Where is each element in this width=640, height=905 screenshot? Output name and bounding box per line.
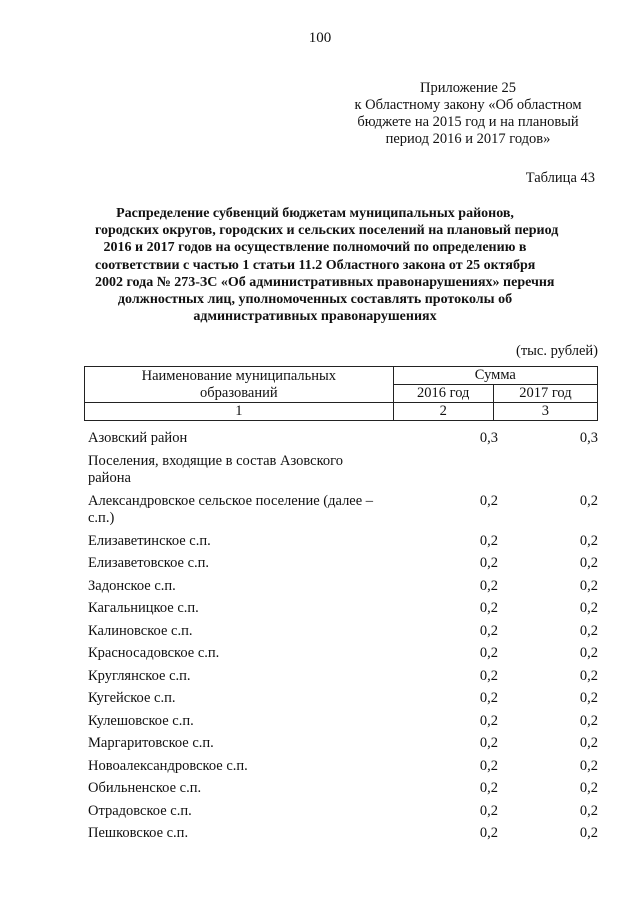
row-value-2017: 0,2 — [579, 780, 598, 796]
row-name: Новоалександровское с.п. — [88, 757, 248, 774]
row-value-2017: 0,2 — [579, 577, 598, 594]
title-line: 2002 года № 273-ЗС «Об административных правонарушениях» перечня — [95, 274, 555, 290]
row-value-2017: 0,2 — [579, 600, 598, 616]
table-row — [88, 578, 600, 596]
row-name: Отрадовское с.п. — [88, 802, 192, 819]
table-row — [88, 803, 600, 821]
row-value-2017: 0,2 — [579, 492, 598, 509]
page-number: 100 — [308, 30, 332, 46]
row-value-2016: 0,2 — [479, 492, 498, 509]
header-name-line: Наименование муниципальных — [141, 367, 336, 384]
row-value-2016: 0,2 — [479, 645, 498, 661]
row-value-2016: 0,2 — [479, 555, 498, 571]
table-row — [88, 600, 600, 618]
header-col-number: 2 — [393, 403, 493, 421]
table-row — [88, 493, 600, 528]
table-row — [88, 758, 600, 776]
table-row — [88, 555, 600, 573]
table-row — [88, 780, 600, 798]
table-row — [88, 623, 600, 641]
title-line: административных правонарушениях — [193, 309, 437, 325]
title-line: должностных лиц, уполномоченных составлять протоколы об — [117, 292, 513, 308]
row-value-2017: 0,2 — [579, 555, 598, 571]
appendix-line: к Областному закону «Об областном — [354, 97, 582, 113]
row-value-2017: 0,2 — [579, 825, 598, 841]
row-value-2016: 0,2 — [479, 690, 498, 706]
row-name: Кугейское с.п. — [88, 690, 176, 706]
table-row — [88, 533, 600, 551]
row-value-2017: 0,2 — [579, 667, 598, 684]
row-name: Обильненское с.п. — [88, 780, 202, 796]
row-value-2017: 0,2 — [579, 622, 598, 639]
row-name: Елизаветовское с.п. — [88, 555, 210, 571]
row-value-2017: 0,2 — [579, 532, 598, 549]
row-value-2016: 0,2 — [479, 802, 498, 819]
header-col-number: 1 — [85, 403, 394, 421]
table-row — [88, 690, 600, 708]
row-name: Калиновское с.п. — [88, 622, 193, 639]
header-year-2017: 2017 год — [493, 385, 597, 403]
row-name: Кагальницкое с.п. — [88, 600, 199, 616]
row-value-2016: 0,2 — [479, 825, 498, 841]
table-row — [88, 713, 600, 731]
header-sum-cell: Сумма — [393, 367, 597, 385]
row-value-2016: 0,2 — [479, 757, 498, 774]
table-body — [88, 430, 600, 848]
table-row — [88, 825, 600, 843]
row-value-2017: 0,2 — [579, 690, 598, 706]
row-value-2017: 0,2 — [579, 802, 598, 819]
table-row — [88, 735, 600, 753]
row-value-2017: 0,2 — [579, 645, 598, 661]
units-label: (тыс. рублей) — [516, 343, 598, 359]
row-name: Красносадовское с.п. — [88, 645, 220, 661]
row-value-2016: 0,2 — [479, 667, 498, 684]
row-value-2016: 0,2 — [479, 780, 498, 796]
appendix-line: период 2016 и 2017 годов» — [385, 131, 551, 147]
document-title — [95, 205, 559, 325]
row-value-2016: 0,3 — [479, 430, 498, 446]
table-row — [88, 430, 600, 448]
table-row — [88, 453, 600, 488]
row-value-2017: 0,2 — [579, 712, 598, 729]
row-value-2016: 0,2 — [479, 532, 498, 549]
row-name: Круглянское с.п. — [88, 667, 191, 684]
table-header — [84, 366, 598, 421]
row-name: Азовский район — [88, 430, 188, 446]
row-value-2016: 0,2 — [479, 600, 498, 616]
row-value-2017: 0,3 — [579, 430, 598, 446]
header-name-cell — [85, 367, 394, 403]
row-name: Задонское с.п. — [88, 577, 176, 594]
row-value-2016: 0,2 — [479, 622, 498, 639]
title-line: 2016 и 2017 годов на осуществление полномочий по определению в — [103, 240, 527, 256]
table-row — [88, 645, 600, 663]
table-label: Таблица 43 — [525, 170, 595, 186]
row-name: Кулешовское с.п. — [88, 712, 194, 729]
row-value-2016: 0,2 — [479, 577, 498, 594]
row-value-2017: 0,2 — [579, 757, 598, 774]
row-name: Александровское сельское поселение (далее – с.п.) — [88, 492, 374, 526]
title-line: городских округов, городских и сельских поселений на плановый период — [95, 223, 559, 239]
row-name: Поселения, входящие в состав Азовского района — [88, 452, 343, 486]
appendix-line: Приложение 25 — [420, 80, 516, 96]
header-year-2016: 2016 год — [393, 385, 493, 403]
row-name: Маргаритовское с.п. — [88, 735, 214, 751]
title-line: Распределение субвенций бюджетам муниципальных районов, — [116, 206, 514, 221]
title-line: соответствии с частью 1 статьи 11.2 Областного закона от 25 октября — [95, 257, 536, 273]
appendix-line: бюджете на 2015 год и на плановый — [357, 114, 579, 130]
header-col-number: 3 — [493, 403, 597, 421]
appendix-reference — [343, 80, 593, 148]
row-name: Елизаветинское с.п. — [88, 532, 211, 549]
row-value-2016: 0,2 — [479, 712, 498, 729]
header-name-line: образований — [200, 384, 278, 401]
table-row — [88, 668, 600, 686]
row-value-2016: 0,2 — [479, 735, 498, 751]
row-name: Пешковское с.п. — [88, 825, 189, 841]
row-value-2017: 0,2 — [579, 735, 598, 751]
